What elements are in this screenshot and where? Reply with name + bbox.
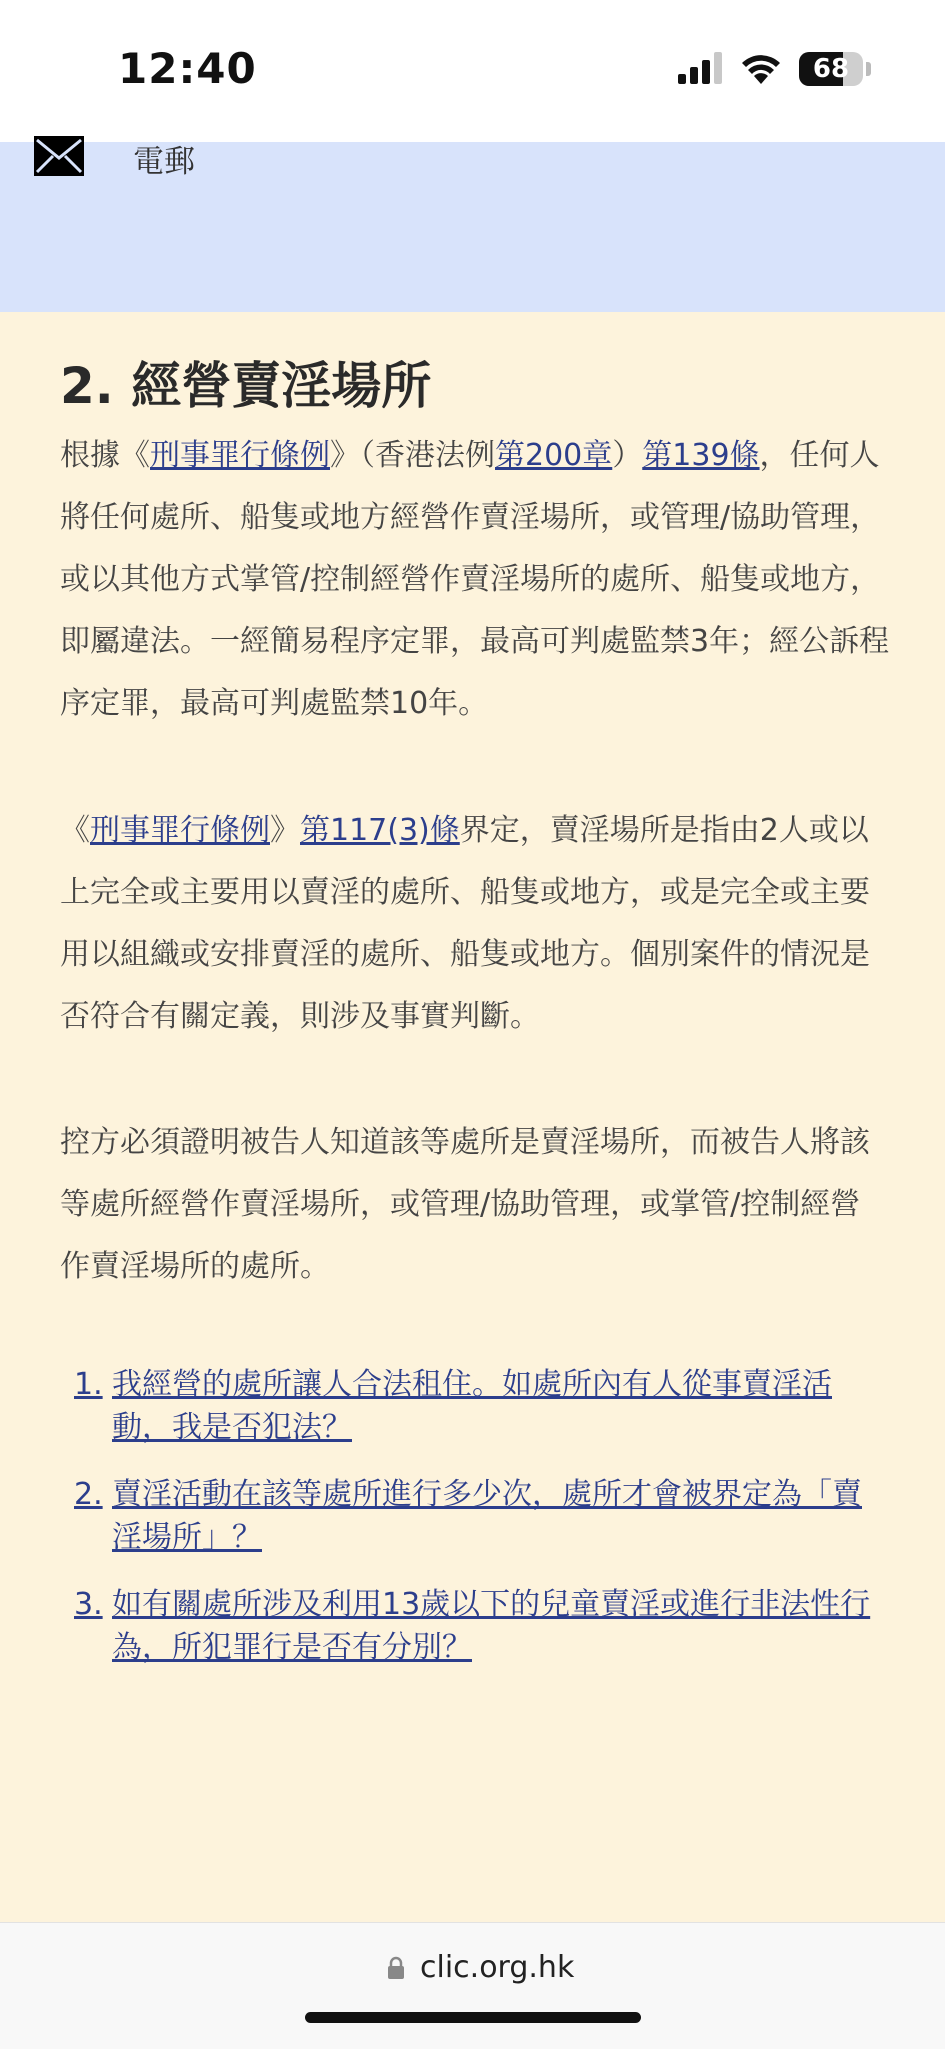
battery-icon xyxy=(799,52,863,86)
text-segment: 》（香港法例 xyxy=(330,438,495,473)
chapter-200-link[interactable]: 第200章 xyxy=(495,438,613,473)
faq-question[interactable]: 我經營的處所讓人合法租住。如處所內有人從事賣淫活動，我是否犯法？ xyxy=(112,1367,832,1445)
ordinance-link[interactable]: 刑事罪行條例 xyxy=(150,438,330,473)
home-indicator[interactable] xyxy=(305,2012,641,2023)
text-segment: 根據《 xyxy=(60,438,150,473)
cellular-signal-icon xyxy=(678,52,722,84)
text-segment: 界定，賣淫場所是指由2人或以上完全或主要用以賣淫的處所、船隻或地方，或是完全或主要用以組織或安排賣淫的處所、船隻或地方。個別案件的情況是否符合有關定義，則涉及事實判斷。 xyxy=(60,813,870,1034)
text-segment: 《 xyxy=(60,813,90,848)
faq-number: 3. xyxy=(74,1587,103,1622)
paragraph-2 xyxy=(60,800,890,1048)
paragraph-3: 控方必須證明被告人知道該等處所是賣淫場所，而被告人將該等處所經營作賣淫場所，或管理/協助管理，或掌管/控制經營作賣淫場所的處所。 xyxy=(60,1125,870,1284)
faq-link-1[interactable] xyxy=(74,1363,874,1449)
email-link[interactable]: 電郵 xyxy=(133,144,195,180)
faq-number: 1. xyxy=(74,1367,103,1402)
faq-link-3[interactable] xyxy=(74,1583,874,1669)
lock-icon xyxy=(387,1956,405,1980)
mail-icon[interactable] xyxy=(34,136,84,176)
battery-nub xyxy=(866,62,871,76)
status-time: 12:40 xyxy=(118,44,257,93)
faq-question[interactable]: 如有關處所涉及利用13歲以下的兒童賣淫或進行非法性行為，所犯罪行是否有分別？ xyxy=(112,1587,871,1665)
section-title: 2. 經營賣淫場所 xyxy=(60,357,432,415)
section-117-3-link[interactable]: 第117(3)條 xyxy=(300,813,460,848)
section-139-link[interactable]: 第139條 xyxy=(642,438,760,473)
browser-url-bar[interactable] xyxy=(0,1922,945,2049)
text-segment: ，任何人將任何處所、船隻或地方經營作賣淫場所，或管理/協助管理，或以其他方式掌管/控制經營作賣淫場所的處所、船隻或地方，即屬違法。一經簡易程序定罪，最高可判處監禁3年；經公訴程序定罪，最高可判處監禁10年。 xyxy=(60,438,890,721)
text-segment: 》 xyxy=(270,813,300,848)
battery-percentage: 68 xyxy=(812,54,850,84)
faq-link-2[interactable] xyxy=(74,1473,874,1559)
ordinance-link[interactable]: 刑事罪行條例 xyxy=(90,813,270,848)
url-text[interactable]: clic.org.hk xyxy=(420,1950,575,1985)
faq-number: 2. xyxy=(74,1477,103,1512)
faq-question[interactable]: 賣淫活動在該等處所進行多少次，處所才會被界定為「賣淫場所」？ xyxy=(112,1477,862,1555)
wifi-icon xyxy=(740,50,782,84)
text-segment: ） xyxy=(612,438,643,473)
paragraph-1 xyxy=(60,425,890,735)
